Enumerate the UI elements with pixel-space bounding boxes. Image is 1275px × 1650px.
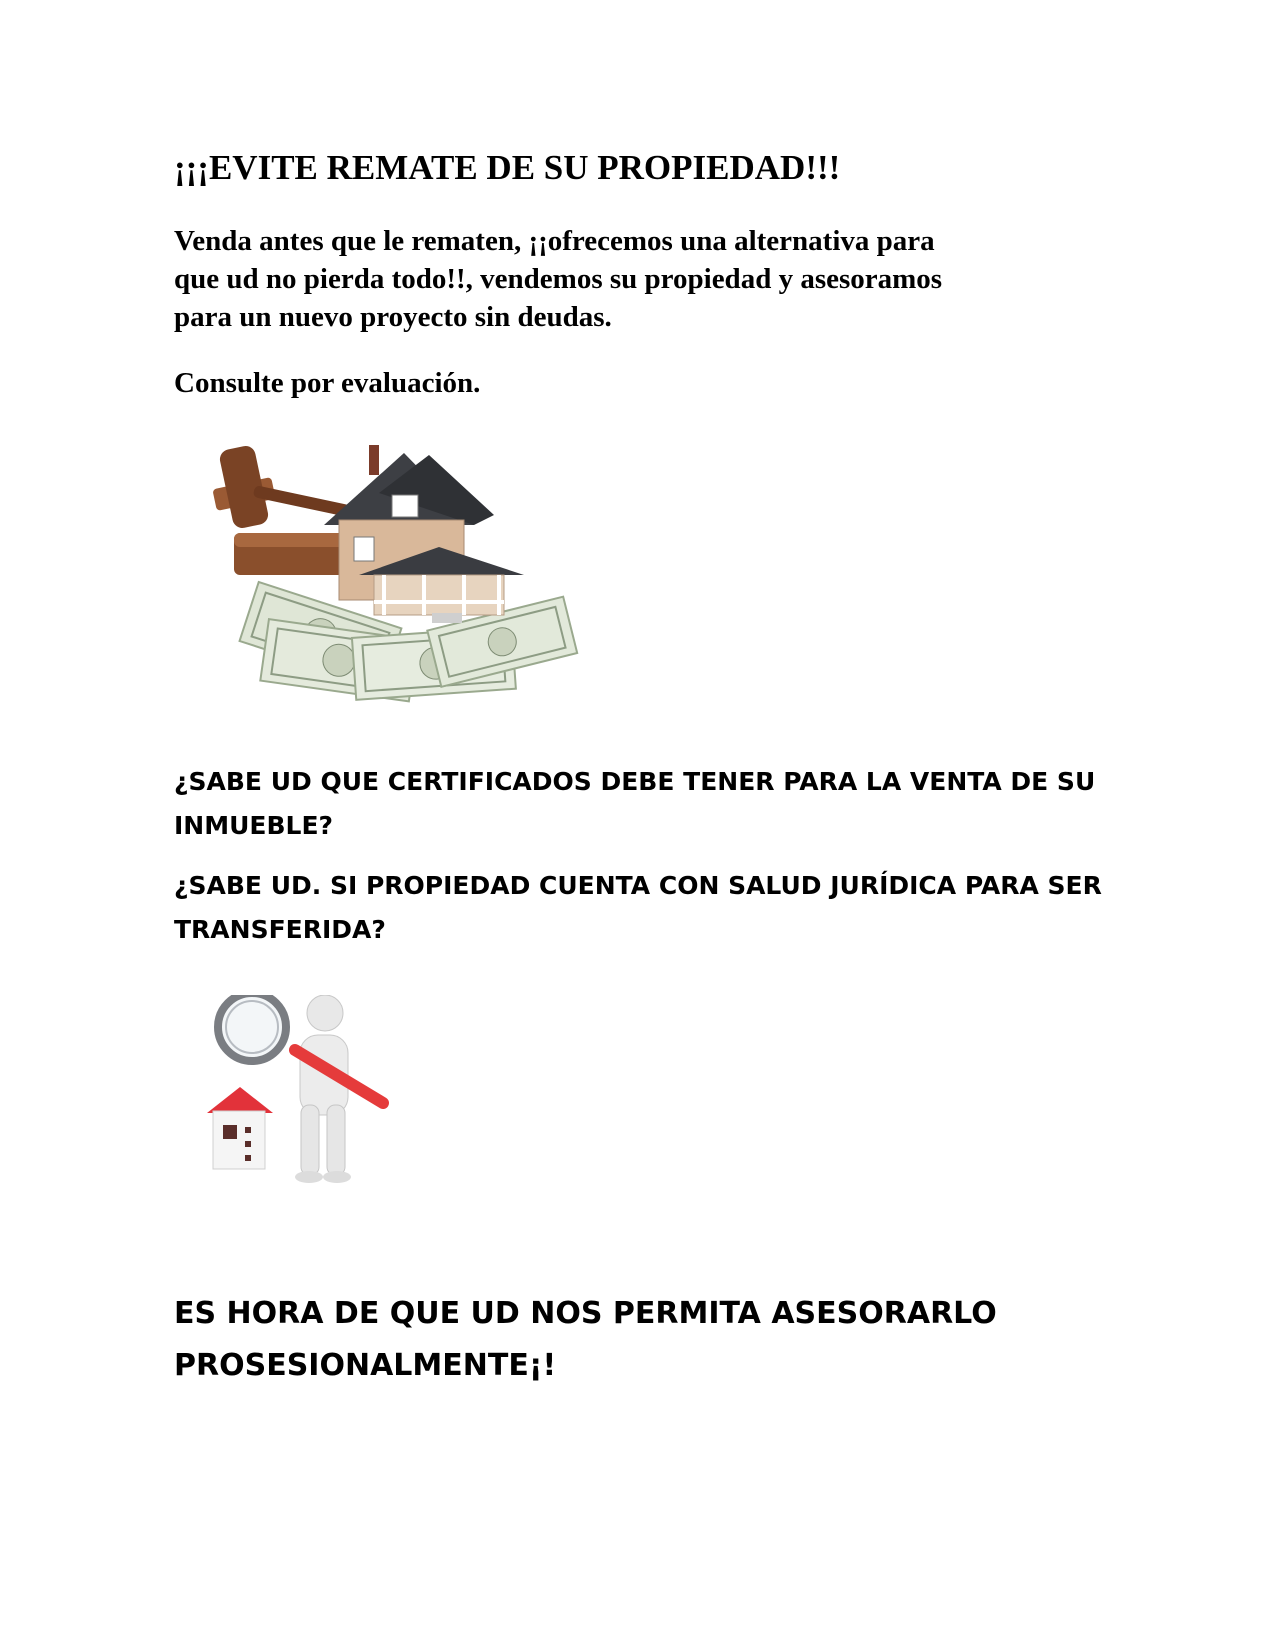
question-line: INMUEBLE?: [174, 811, 334, 840]
question-line: TRANSFERIDA?: [174, 915, 386, 944]
closing-line: ES HORA DE QUE UD NOS PERMITA ASESORARLO: [174, 1296, 997, 1331]
small-house-icon: [207, 1087, 273, 1169]
closing-message: [174, 1288, 1114, 1392]
magnifier-person-house-image: [205, 995, 425, 1195]
intro-line: que ud no pierda todo!!, vendemos su propiedad y asesoramos: [174, 263, 943, 295]
person-icon: [295, 995, 351, 1183]
consult-text: Consulte por evaluación.: [174, 367, 481, 399]
intro-line: Venda antes que le rematen, ¡¡ofrecemos una alternativa para: [174, 225, 935, 257]
gavel-house-money-image: [174, 425, 602, 715]
question-legal-health: [174, 864, 1114, 952]
intro-line: para un nuevo proyecto sin deudas.: [174, 301, 612, 333]
question-line: ¿SABE UD. SI PROPIEDAD CUENTA CON SALUD JURÍDICA PARA SER: [174, 871, 1102, 900]
closing-line: PROSESIONALMENTE¡!: [174, 1348, 557, 1383]
question-certificates: [174, 760, 1114, 848]
intro-paragraph: [174, 222, 1084, 336]
page-title: ¡¡¡EVITE REMATE DE SU PROPIEDAD!!!: [174, 148, 841, 187]
house-icon: [324, 445, 524, 623]
question-line: ¿SABE UD QUE CERTIFICADOS DEBE TENER PARA LA VENTA DE SU: [174, 767, 1096, 796]
